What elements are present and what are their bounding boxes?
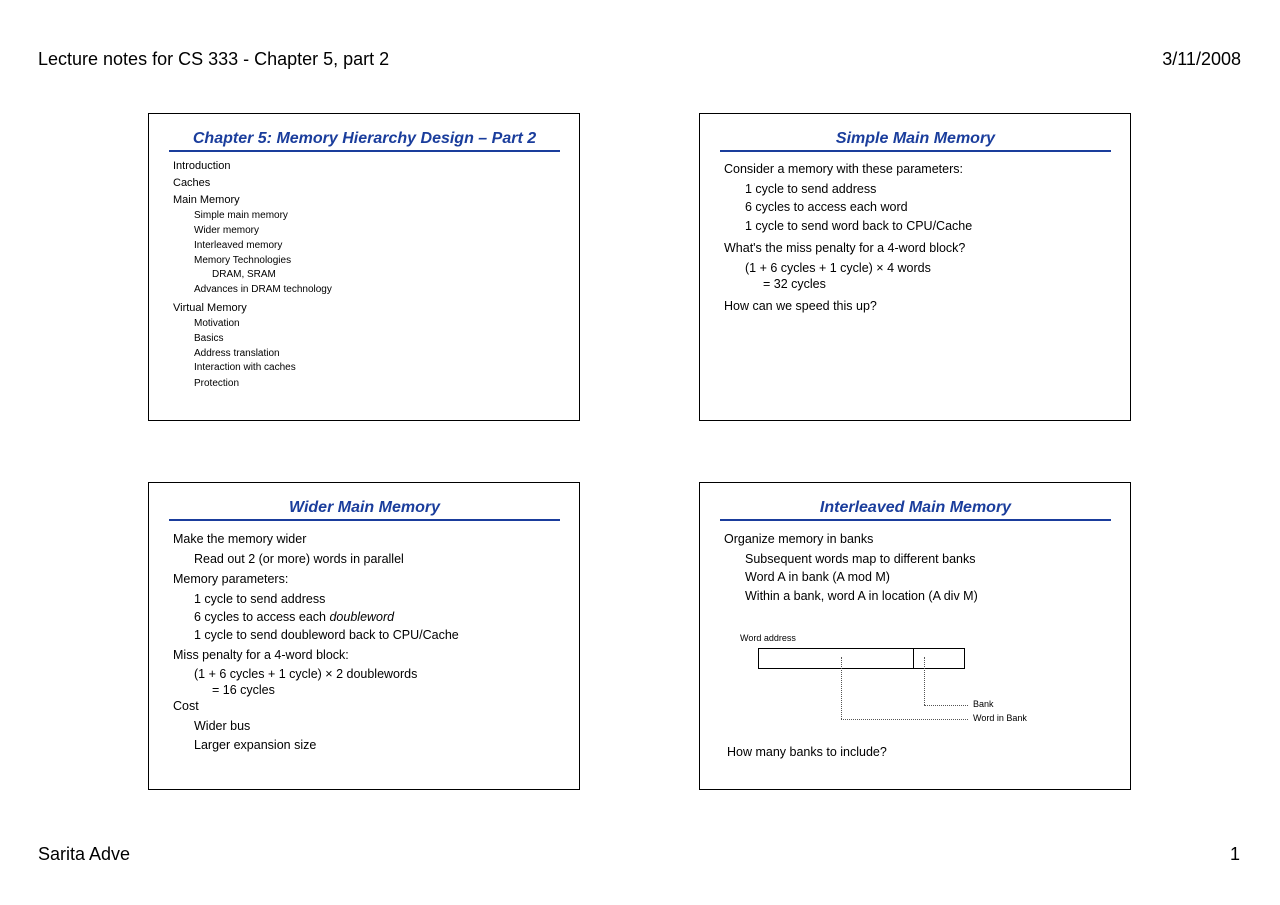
bullet: How can we speed this up? bbox=[724, 299, 877, 313]
outline-subitem: Interaction with caches bbox=[194, 362, 296, 373]
sub-bullet: 1 cycle to send word back to CPU/Cache bbox=[745, 219, 973, 233]
p2-emphasis: doubleword bbox=[329, 610, 395, 624]
outline-subitem: Protection bbox=[194, 378, 240, 389]
word-in-bank-label: Word in Bank bbox=[973, 713, 1027, 723]
outline-subitem: Simple main memory bbox=[194, 210, 288, 221]
sub-bullet: Wider bus bbox=[194, 719, 251, 733]
word-in-bank-leader bbox=[841, 657, 842, 719]
bank-label: Bank bbox=[973, 699, 994, 709]
bullet: Consider a memory with these parameters: bbox=[724, 162, 963, 176]
slide-simple-main-memory bbox=[699, 113, 1131, 421]
slide-title: Simple Main Memory bbox=[720, 129, 1111, 152]
result-line: = 16 cycles bbox=[212, 683, 275, 697]
sub-bullet bbox=[194, 610, 394, 624]
slide-chapter-outline bbox=[148, 113, 580, 421]
outline-item: Caches bbox=[173, 177, 211, 189]
slide-title: Wider Main Memory bbox=[169, 498, 560, 521]
sub-bullet: Larger expansion size bbox=[194, 738, 317, 752]
outline-subitem: Motivation bbox=[194, 318, 240, 329]
outline-subitem: Wider memory bbox=[194, 225, 260, 236]
sub-bullet: Subsequent words map to different banks bbox=[745, 552, 976, 566]
outline-subitem: Memory Technologies bbox=[194, 255, 292, 266]
bullet: Miss penalty for a 4-word block: bbox=[173, 648, 349, 662]
result-line: = 32 cycles bbox=[763, 277, 826, 291]
slide-wider-main-memory bbox=[148, 482, 580, 790]
page-header-title: Lecture notes for CS 333 - Chapter 5, part 2 bbox=[38, 49, 390, 69]
sub-bullet: Word A in bank (A mod M) bbox=[745, 570, 890, 584]
p2-text: 6 cycles to access each bbox=[194, 610, 330, 624]
sub-bullet: 1 cycle to send address bbox=[745, 182, 877, 196]
slide-interleaved-main-memory bbox=[699, 482, 1131, 790]
sub-bullet: 1 cycle to send address bbox=[194, 592, 326, 606]
outline-subitem: Basics bbox=[194, 333, 224, 344]
outline-subitem: Interleaved memory bbox=[194, 240, 283, 251]
bank-leader bbox=[924, 657, 925, 705]
bullet: Organize memory in banks bbox=[724, 532, 874, 546]
outline-subsubitem: DRAM, SRAM bbox=[212, 269, 276, 280]
outline-item: Virtual Memory bbox=[173, 302, 247, 314]
bank-leader-h bbox=[924, 705, 968, 706]
sub-bullet: (1 + 6 cycles + 1 cycle) × 2 doublewords bbox=[194, 667, 418, 681]
outline-subitem: Address translation bbox=[194, 348, 280, 359]
outline-item: Main Memory bbox=[173, 194, 240, 206]
slide-title: Interleaved Main Memory bbox=[720, 498, 1111, 521]
bullet: Make the memory wider bbox=[173, 532, 307, 546]
outline-item: Introduction bbox=[173, 160, 231, 172]
slide-title: Chapter 5: Memory Hierarchy Design – Part 2 bbox=[169, 129, 560, 152]
page-header-date: 3/11/2008 bbox=[1162, 49, 1241, 69]
page-number: 1 bbox=[1229, 844, 1240, 864]
bullet: Cost bbox=[173, 699, 199, 713]
sub-bullet: (1 + 6 cycles + 1 cycle) × 4 words bbox=[745, 261, 931, 275]
word-in-bank-field bbox=[758, 648, 914, 669]
sub-bullet: Read out 2 (or more) words in parallel bbox=[194, 552, 404, 566]
bullet: What's the miss penalty for a 4-word block? bbox=[724, 241, 966, 255]
bullet: Memory parameters: bbox=[173, 572, 289, 586]
page-footer-author: Sarita Adve bbox=[38, 844, 131, 864]
sub-bullet: 1 cycle to send doubleword back to CPU/Cache bbox=[194, 628, 459, 642]
outline-subitem: Advances in DRAM technology bbox=[194, 284, 332, 295]
bank-field bbox=[913, 648, 965, 669]
sub-bullet: Within a bank, word A in location (A div M) bbox=[745, 589, 978, 603]
bullet: How many banks to include? bbox=[727, 745, 887, 759]
sub-bullet: 6 cycles to access each word bbox=[745, 200, 908, 214]
word-address-label: Word address bbox=[740, 633, 796, 643]
word-in-bank-leader-h bbox=[841, 719, 968, 720]
